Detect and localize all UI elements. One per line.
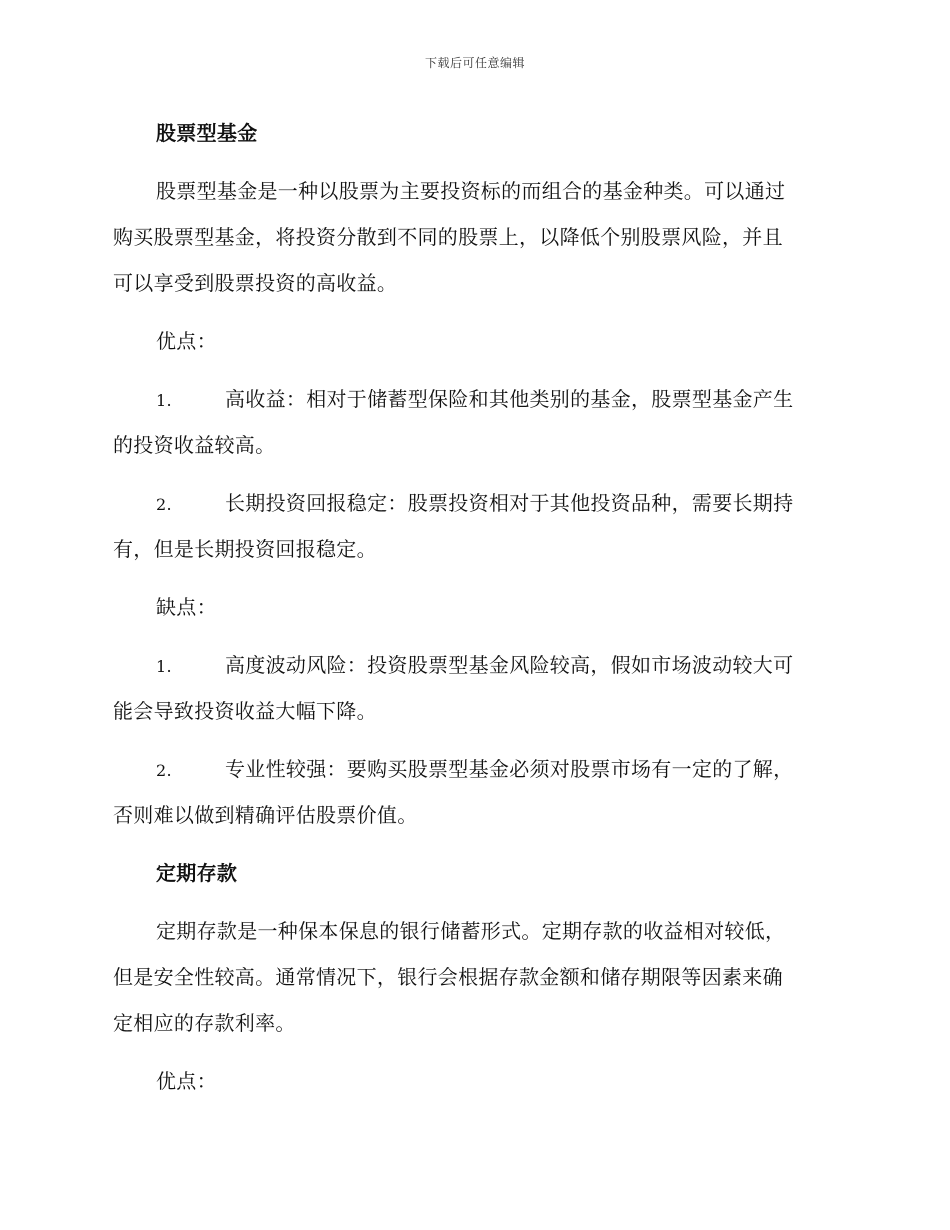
paragraph-line: 定期存款是一种保本保息的银行储蓄形式。定期存款的收益相对较低， [156, 919, 786, 943]
cons-label: 缺点： [156, 595, 217, 619]
document-body [113, 110, 835, 1104]
list-item-continuation: 否则难以做到精确评估股票价值。 [113, 803, 418, 827]
list-item-text: 高度波动风险：投资股票型基金风险较高，假如市场波动较大可 [225, 653, 794, 677]
paragraph-line: 定相应的存款利率。 [113, 1011, 296, 1035]
page-header: 下载后可任意编辑 [424, 56, 525, 70]
list-item-text: 专业性较强：要购买股票型基金必须对股票市场有一定的了解， [225, 757, 794, 781]
list-number: 2. [156, 761, 172, 780]
pros-label: 优点： [156, 329, 217, 353]
list-item-text: 高收益：相对于储蓄型保险和其他类别的基金，股票型基金产生 [225, 387, 794, 411]
list-number: 1. [156, 391, 172, 410]
paragraph-line: 但是安全性较高。通常情况下，银行会根据存款金额和储存期限等因素来确 [113, 965, 783, 989]
list-item [113, 480, 835, 526]
section-heading-stock-fund: 股票型基金 [156, 121, 258, 145]
list-number: 1. [156, 657, 172, 676]
list-item [113, 642, 835, 688]
list-number: 2. [156, 495, 172, 514]
list-item-continuation: 的投资收益较高。 [113, 433, 276, 457]
pros-label: 优点： [156, 1069, 217, 1093]
list-item-text: 长期投资回报稳定：股票投资相对于其他投资品种，需要长期持 [225, 491, 794, 515]
paragraph-line: 可以享受到股票投资的高收益。 [113, 271, 398, 295]
list-item [113, 376, 835, 422]
list-item [113, 746, 835, 792]
paragraph-line: 股票型基金是一种以股票为主要投资标的而组合的基金种类。可以通过 [156, 179, 786, 203]
list-item-continuation: 能会导致投资收益大幅下降。 [113, 699, 377, 723]
list-item-continuation: 有，但是长期投资回报稳定。 [113, 537, 377, 561]
paragraph-line: 购买股票型基金，将投资分散到不同的股票上，以降低个别股票风险，并且 [113, 225, 783, 249]
section-heading-time-deposit: 定期存款 [156, 861, 238, 885]
